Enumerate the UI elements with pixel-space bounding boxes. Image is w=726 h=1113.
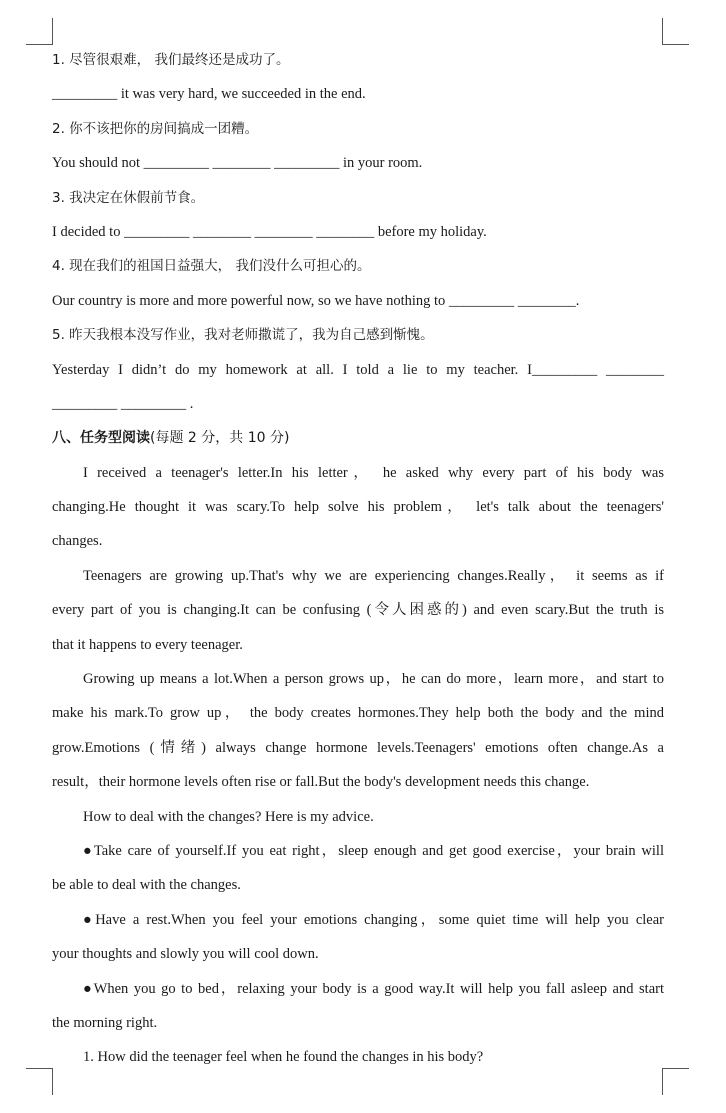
passage-line: changes. <box>52 533 103 550</box>
passage-line: make his mark.To grow up， the body creates hormones.They help both the body and the mind <box>52 705 664 722</box>
passage-line: grow.Emotions (情绪) always change hormone levels.Teenagers' emotions often change.As a <box>52 739 664 756</box>
item-3-english: I decided to _________ ________ ________ ________ before my holiday. <box>52 223 487 240</box>
passage-line: Growing up means a lot.When a person grows up，he can do more，learn more，and start to <box>83 671 664 688</box>
crop-mark-bottom-left <box>26 1068 53 1095</box>
crop-mark-bottom-right <box>662 1068 689 1095</box>
item-2-english: You should not _________ ________ _________ in your room. <box>52 155 423 172</box>
passage-line: be able to deal with the changes. <box>52 877 241 894</box>
passage-line: your thoughts and slowly you will cool down. <box>52 946 319 963</box>
passage-line: I received a teenager's letter.In his letter， he asked why every part of his body was <box>83 464 664 481</box>
item-2-chinese: 2. 你不该把你的房间搞成一团糟。 <box>52 120 259 137</box>
advice-item: ●Take care of yourself.If you eat right，sleep enough and get good exercise，your brain will <box>83 842 664 859</box>
section-heading <box>52 426 664 460</box>
passage-line: Teenagers are growing up.That's why we are experiencing changes.Really， it seems as if <box>83 567 664 584</box>
question-1: 1. How did the teenager feel when he found the changes in his body? <box>83 1049 484 1066</box>
item-5-chinese: 5. 昨天我根本没写作业，我对老师撒谎了，我为自己感到惭愧。 <box>52 327 434 344</box>
item-4-chinese: 4. 现在我们的祖国日益强大， 我们没什么可担心的。 <box>52 258 371 275</box>
item-3-chinese: 3. 我决定在休假前节食。 <box>52 189 205 206</box>
passage-line: result，their hormone levels often rise or fall.But the body's development needs this change. <box>52 774 590 791</box>
passage-line: changing.He thought it was scary.To help solve his problem， let's talk about the teenagers' <box>52 499 664 516</box>
advice-item: ●Have a rest.When you feel your emotions changing，some quiet time will help you clear <box>83 911 664 928</box>
item-5-english: Yesterday I didn’t do my homework at all. I told a lie to my teacher. I_________ ________ <box>52 361 664 378</box>
crop-mark-top-right <box>662 18 689 45</box>
passage-line: that it happens to every teenager. <box>52 636 243 653</box>
item-1-chinese: 1. 尽管很艰难， 我们最终还是成功了。 <box>52 52 290 68</box>
passage-line: every part of you is changing.It can be confusing (令人困惑的) and even scary.But the truth is <box>52 602 664 619</box>
item-5-english-cont: _________ _________ . <box>52 395 194 412</box>
document-page <box>52 48 664 1080</box>
section-note: (每题 2 分，共 10 分) <box>150 430 290 447</box>
item-4-english: Our country is more and more powerful now, so we have nothing to _________ ________. <box>52 292 580 309</box>
item-1-english: _________ it was very hard, we succeeded in the end. <box>52 86 366 103</box>
section-title: 八、任务型阅读 <box>52 430 150 447</box>
passage-line: the morning right. <box>52 1014 158 1031</box>
passage-line: How to deal with the changes? Here is my advice. <box>83 808 374 825</box>
advice-item: ●When you go to bed，relaxing your body is a good way.It will help you fall asleep and start <box>83 980 664 997</box>
crop-mark-top-left <box>26 18 53 45</box>
